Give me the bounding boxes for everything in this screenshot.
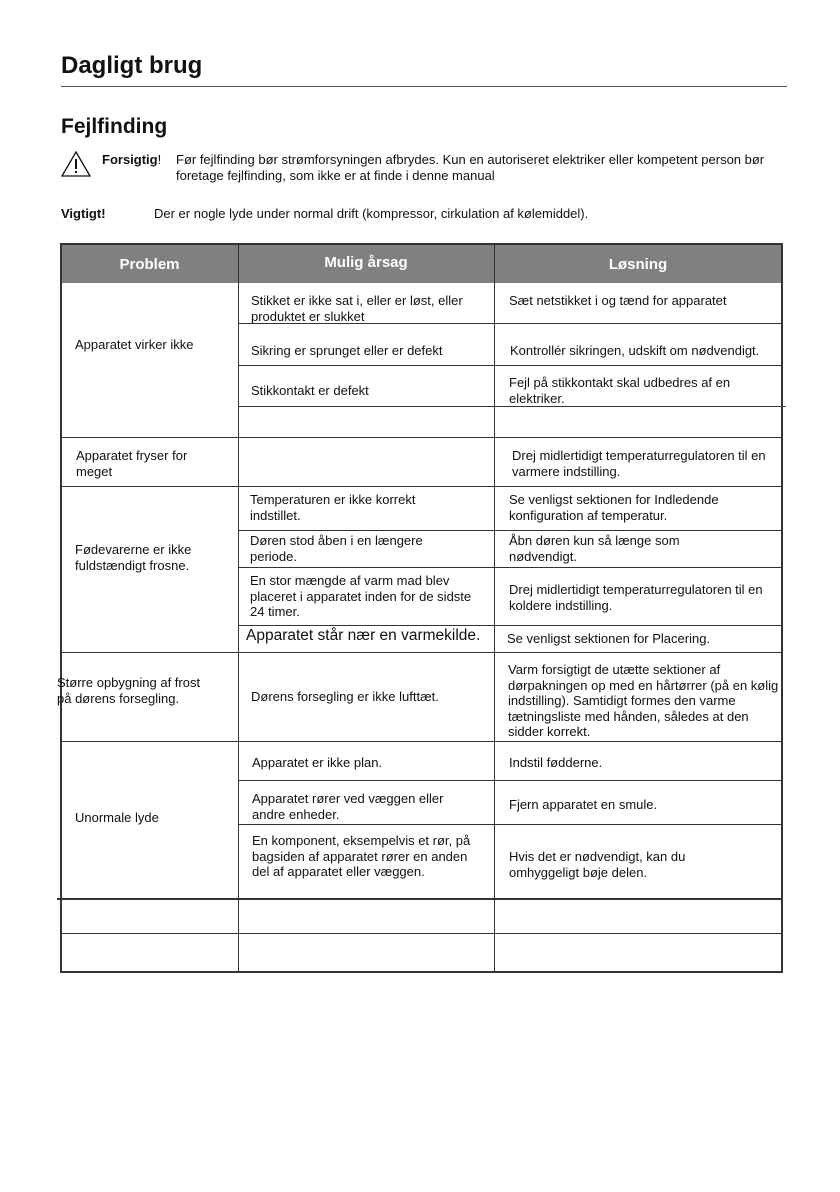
column-divider-problem — [238, 244, 239, 972]
solution-cell: Fejl på stikkontakt skal udbedres af en elektriker. — [509, 375, 731, 406]
section-title: Fejlfinding — [61, 115, 168, 138]
row-divider — [238, 530, 783, 531]
cause-cell: En stor mængde af varm mad blev placeret i apparatet inden for de sidste 24 timer. — [250, 573, 472, 619]
solution-cell: Varm forsigtigt de utætte sektioner af dørpakningen op med en hårtørrer (på en kølig indstilling). Samtidigt formes den varme tætningsliste med hånden, således at den sidder korrekt. — [508, 662, 779, 739]
cause-cell: Stikkontakt er defekt — [251, 383, 369, 398]
group-divider — [60, 741, 783, 742]
problem-cell: Apparatet fryser for meget — [76, 448, 188, 479]
page-title: Dagligt brug — [61, 52, 203, 79]
group-divider — [60, 652, 783, 653]
row-divider — [238, 824, 783, 825]
column-divider-cause — [494, 244, 495, 972]
solution-cell: Se venligst sektionen for Indledende konfiguration af temperatur. — [509, 492, 719, 523]
table-border-bottom — [60, 971, 783, 973]
problem-cell: Større opbygning af frost på dørens forsegling. — [57, 675, 201, 706]
caution-label-text: Forsigtig — [102, 152, 158, 167]
cause-cell: Stikket er ikke sat i, eller er løst, eller produktet er slukket — [251, 293, 463, 324]
table-header — [61, 244, 782, 283]
important-label: Vigtigt! — [61, 206, 106, 221]
caution-label-mark: ! — [157, 152, 162, 167]
solution-cell: Åbn døren kun så længe som nødvendigt. — [509, 533, 680, 564]
group-divider — [60, 486, 783, 487]
solution-cell: Fjern apparatet en smule. — [509, 797, 658, 812]
row-divider — [238, 365, 783, 366]
group-divider — [57, 898, 783, 900]
table-border-left — [60, 244, 62, 972]
solution-cell: Hvis det er nødvendigt, kan du omhyggeligt bøje delen. — [509, 849, 686, 880]
important-text: Der er nogle lyde under normal drift (kompressor, cirkulation af kølemiddel). — [154, 206, 589, 221]
cause-cell: Dørens forsegling er ikke lufttæt. — [251, 689, 439, 704]
group-divider — [60, 437, 783, 438]
problem-cell: Fødevarerne er ikke fuldstændigt frosne. — [75, 542, 192, 573]
problem-cell: Apparatet virker ikke — [75, 337, 194, 352]
header-problem: Problem — [119, 256, 180, 273]
cause-cell: Døren stod åben i en længere periode. — [250, 533, 423, 564]
row-divider — [238, 406, 786, 407]
cause-cell: Apparatet er ikke plan. — [252, 755, 383, 770]
problem-cell: Unormale lyde — [75, 810, 159, 825]
caution-text: Før fejlfinding bør strømforsyningen afbrydes. Kun en autoriseret elektriker eller kompetent person bør foretage fejlfinding, som ikke er at finde i denne manual — [176, 152, 765, 183]
group-divider — [60, 933, 783, 934]
header-solution: Løsning — [608, 256, 668, 273]
solution-cell: Kontrollér sikringen, udskift om nødvendigt. — [510, 343, 760, 358]
cause-cell: Sikring er sprunget eller er defekt — [251, 343, 443, 358]
cause-cell: En komponent, eksempelvis et rør, på bagsiden af apparatet rører en anden del af apparatet eller væggen. — [252, 833, 471, 879]
header-cause: Mulig årsag — [324, 254, 408, 271]
row-divider — [238, 625, 783, 626]
row-divider — [238, 780, 783, 781]
cause-cell: Apparatet rører ved væggen eller andre enheder. — [252, 791, 444, 822]
solution-cell: Indstil fødderne. — [509, 755, 603, 770]
table-border-top — [60, 243, 783, 245]
solution-cell: Drej midlertidigt temperaturregulatoren til en varmere indstilling. — [512, 448, 766, 479]
solution-cell: Sæt netstikket i og tænd for apparatet — [509, 293, 727, 308]
cause-cell: Temperaturen er ikke korrekt indstillet. — [250, 492, 416, 523]
solution-cell: Drej midlertidigt temperaturregulatoren til en koldere indstilling. — [509, 582, 763, 613]
solution-cell: Se venligst sektionen for Placering. — [507, 631, 711, 646]
cause-cell: Apparatet står nær en varmekilde. — [246, 627, 481, 644]
row-divider — [238, 567, 783, 568]
